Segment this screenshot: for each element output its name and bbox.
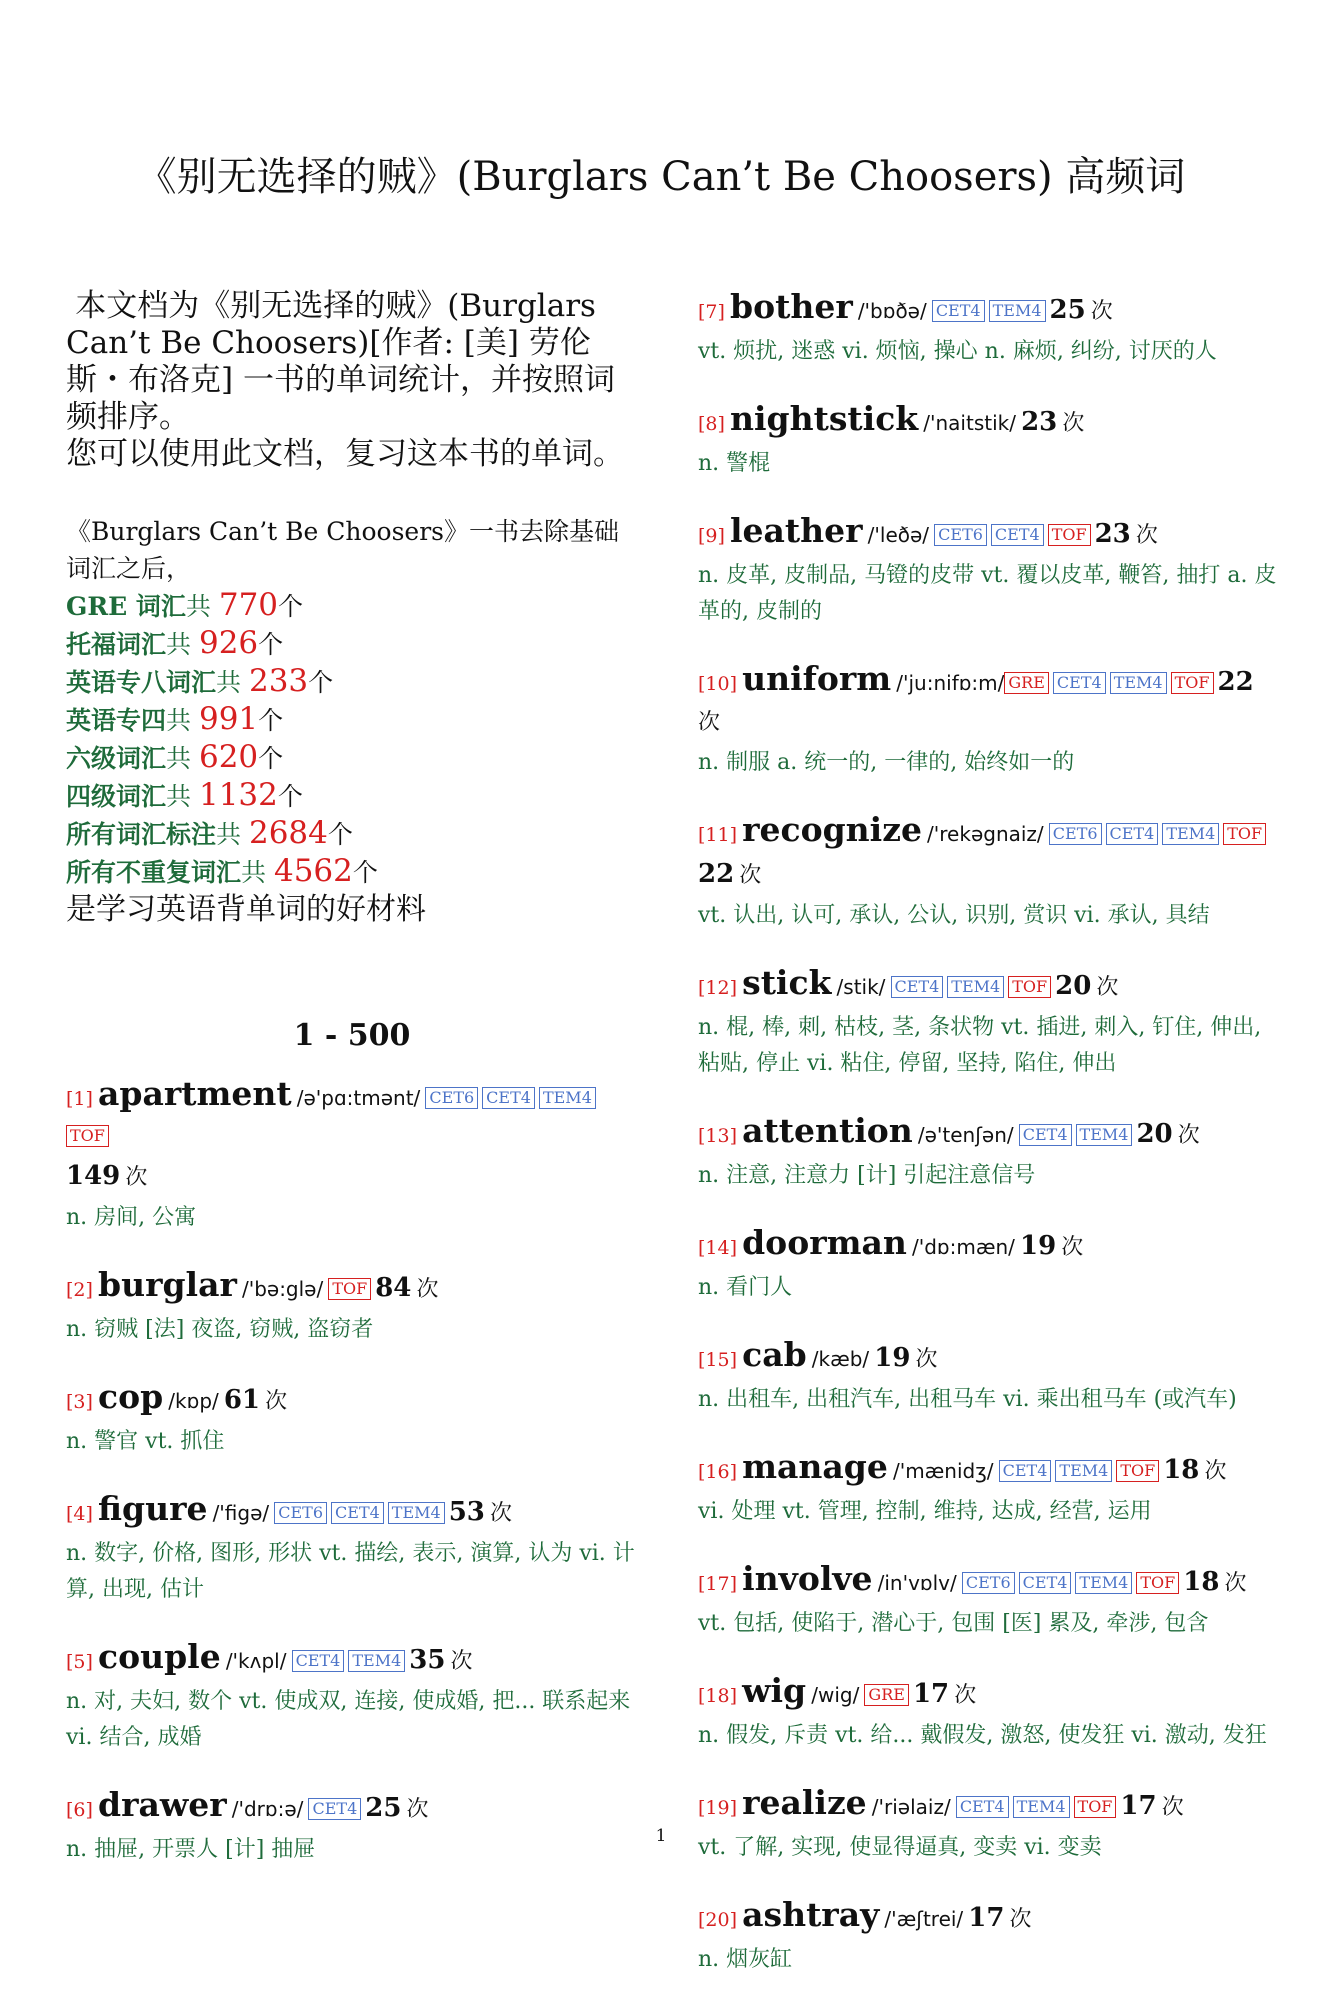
word-entry [66,1490,638,1608]
entry-count: 61 [223,1385,261,1415]
entry-count-unit: 次 [416,1277,439,1302]
entry-word: cab [742,1335,807,1374]
entry-index: [8] [698,413,725,435]
entry-head [66,1266,638,1310]
entry-head [66,1378,638,1422]
entry-head [698,1336,1278,1380]
tag-cet6: CET6 [962,1572,1015,1594]
stat-number: 620 [198,739,259,775]
entry-count: 25 [1049,295,1086,325]
tag-tem4: TEM4 [1055,1460,1112,1482]
stat-unit: 个 [258,630,284,659]
entry-count: 17 [912,1679,950,1709]
entry-index: [7] [698,301,725,323]
entry-word: bother [730,287,853,326]
entry-definition: vt. 烦扰, 迷惑 vi. 烦恼, 操心 n. 麻烦, 纠纷, 讨厌的人 [698,339,1217,364]
word-entry [698,1336,1278,1418]
entry-count-unit: 次 [1177,1123,1200,1148]
entry-word: uniform [742,659,892,698]
tag-cet4: CET4 [1019,1572,1072,1594]
entry-definition: vt. 了解, 实现, 使显得逼真, 变卖 vi. 变卖 [698,1835,1102,1860]
entry-word: wig [742,1671,807,1710]
stat-mid: 共 [216,668,249,697]
entry-count: 84 [375,1273,412,1303]
entry-definition: n. 警官 vt. 抓住 [66,1429,225,1454]
entry-word: drawer [98,1785,227,1824]
tag-tem4: TEM4 [1075,1572,1132,1594]
stat-row-cet4 [66,777,638,815]
entry-count-unit: 次 [698,710,721,735]
stat-label: 英语专八词汇 [66,668,217,697]
entry-index: [20] [698,1909,738,1931]
stat-number: 926 [198,625,259,661]
tag-cet4: CET4 [891,976,944,998]
word-entry [698,811,1278,934]
entry-index: [9] [698,525,725,547]
entry-index: [15] [698,1349,738,1371]
entry-head [698,1560,1278,1604]
tag-cet6: CET6 [1049,823,1102,845]
entry-ipa: /'kʌpl/ [225,1649,287,1673]
entry-count-unit: 次 [1061,1235,1084,1260]
word-entry [698,1112,1278,1194]
entry-count: 23 [1021,407,1058,437]
entry-ipa: /kɒp/ [168,1389,219,1413]
stat-label: 所有不重复词汇 [66,858,242,887]
entry-head [698,512,1278,556]
stat-unit: 个 [327,820,353,849]
entry-head [698,288,1278,332]
entry-word: cop [98,1377,164,1416]
entry-index: [2] [66,1279,93,1301]
stat-unit: 个 [352,858,378,887]
entry-word: involve [742,1559,873,1598]
stat-number: 991 [198,701,259,737]
stat-label: GRE 词汇 [66,592,186,621]
stat-row-cet6 [66,739,638,777]
tag-tof: TOF [1136,1572,1179,1594]
entry-count: 23 [1094,519,1131,549]
stat-unit: 个 [308,668,334,697]
entry-definition: n. 窃贼 [法] 夜盗, 窃贼, 盗窃者 [66,1317,374,1342]
entry-definition: n. 抽屉, 开票人 [计] 抽屉 [66,1837,316,1862]
stat-label: 所有词汇标注 [66,820,217,849]
stat-mid: 共 [216,820,249,849]
entry-index: [5] [66,1651,93,1673]
entry-word: leather [730,511,863,550]
entry-ipa: /'figə/ [212,1501,270,1525]
entry-definition: n. 看门人 [698,1275,793,1300]
tag-tof: TOF [1171,672,1214,694]
entry-word: nightstick [730,399,919,438]
entry-count: 20 [1055,971,1092,1001]
entry-ipa: /'bɒðə/ [857,299,927,323]
entry-head [698,1112,1278,1156]
entry-word: figure [98,1489,208,1528]
tag-cet6: CET6 [934,524,987,546]
stat-label: 四级词汇 [66,782,167,811]
right-column [698,288,1278,2008]
tag-tof: TOF [1223,823,1266,845]
word-entry [698,288,1278,370]
tag-tem4: TEM4 [388,1502,445,1524]
stats-lead: 《Burglars Can’t Be Choosers》一书去除基础词汇之后， [66,517,619,583]
entry-count-unit: 次 [1135,523,1158,548]
entry-count-unit: 次 [1009,1907,1032,1932]
left-column [66,288,638,1898]
entry-index: [19] [698,1797,738,1819]
tag-tof: TOF [66,1125,109,1147]
entry-head [698,660,1278,743]
entry-ipa: /stik/ [836,975,886,999]
entry-ipa: /'riəlaiz/ [871,1795,951,1819]
stat-mid: 共 [185,592,219,621]
tag-cet4: CET4 [956,1796,1009,1818]
entry-count-unit: 次 [406,1797,429,1822]
intro-paragraph-1: 本文档为《别无选择的贼》(Burglars Can’t Be Choosers)[作者: [美] 劳伦斯・布洛克] 一书的单词统计，并按照词频排序。 [66,288,615,435]
stat-label: 六级词汇 [66,744,167,773]
tag-tem4: TEM4 [989,300,1046,322]
entry-definition: n. 皮革, 皮制品, 马镫的皮带 vt. 覆以皮革, 鞭笞, 抽打 a. 皮革的, 皮制的 [698,563,1277,624]
entry-definition: n. 房间, 公寓 [66,1205,197,1230]
entry-count-unit: 次 [915,1347,938,1372]
stat-unit: 个 [278,592,304,621]
stat-mid: 共 [241,858,274,887]
tag-tem4: TEM4 [1162,823,1219,845]
entry-index: [4] [66,1503,93,1525]
tag-cet6: CET6 [274,1502,327,1524]
stat-mid: 共 [166,782,199,811]
entry-count: 25 [365,1793,402,1823]
tag-cet4: CET4 [482,1087,535,1109]
entry-index: [3] [66,1391,93,1413]
entry-count: 20 [1136,1119,1173,1149]
entry-definition: n. 数字, 价格, 图形, 形状 vt. 描绘, 表示, 演算, 认为 vi. 计算, 出现, 估计 [66,1541,635,1602]
entry-word: realize [742,1783,867,1822]
tag-cet4: CET4 [292,1650,345,1672]
entry-definition: vt. 认出, 认可, 承认, 公认, 识别, 赏识 vi. 承认, 具结 [698,903,1210,928]
entry-definition: vt. 包括, 使陷于, 潜心于, 包围 [医] 累及, 牵涉, 包含 [698,1611,1209,1636]
stats-outro: 是学习英语背单词的好材料 [66,892,426,927]
entry-count-unit: 次 [739,863,762,888]
entry-ipa: /'dɒ:mæn/ [911,1235,1015,1259]
tag-tof: TOF [1074,1796,1117,1818]
word-entry [698,400,1278,482]
stat-mid: 共 [166,744,199,773]
entry-count: 17 [968,1903,1005,1933]
tag-tem4: TEM4 [1110,672,1167,694]
entry-count: 18 [1183,1567,1220,1597]
word-entry [698,660,1278,781]
word-entry [66,1638,638,1756]
word-entry [66,1378,638,1460]
entry-definition: n. 棍, 棒, 刺, 枯枝, 茎, 条状物 vt. 插进, 刺入, 钉住, 伸出, 粘贴, 停止 vi. 粘住, 停留, 坚持, 陷住, 伸出 [698,1015,1262,1076]
tag-tof: TOF [1116,1460,1159,1482]
entry-ipa: /'drɒ:ə/ [231,1797,304,1821]
tag-cet4: CET4 [308,1798,361,1820]
tag-tem4: TEM4 [1076,1124,1133,1146]
tag-cet4: CET4 [1106,823,1159,845]
word-entry [698,1448,1278,1530]
entry-count: 22 [698,859,735,889]
entry-index: [12] [698,977,738,999]
entry-word: doorman [742,1223,907,1262]
word-entry [698,1896,1278,1978]
entry-head [698,964,1278,1008]
entry-word: recognize [742,810,922,849]
stat-label: 英语专四 [66,706,167,735]
entry-ipa: /wig/ [811,1683,860,1707]
entry-word: ashtray [742,1895,880,1934]
entry-count: 19 [1019,1231,1057,1261]
entry-count-unit: 次 [1096,975,1119,1000]
entry-ipa: /'ju:nifɒ:m/ [896,671,1005,695]
tag-cet4: CET4 [331,1502,384,1524]
entry-ipa: /ə'pɑ:tmənt/ [296,1086,421,1110]
entry-count-unit: 次 [265,1389,288,1414]
word-entry [698,1784,1278,1866]
tag-cet6: CET6 [425,1087,478,1109]
vocab-stats [66,513,638,928]
stat-unit: 个 [258,744,284,773]
intro-block [66,288,638,473]
entry-ipa: /'bə:glə/ [241,1277,324,1301]
entry-head [698,1784,1278,1828]
stat-mid: 共 [166,706,199,735]
stat-row-toefl [66,625,638,663]
word-entry [698,512,1278,630]
word-entry [698,1672,1278,1754]
tag-cet4: CET4 [1053,672,1106,694]
stat-number: 4562 [273,853,353,889]
stat-number: 770 [218,587,279,623]
entry-ipa: /kæb/ [811,1347,870,1371]
entry-definition: n. 注意, 注意力 [计] 引起注意信号 [698,1163,1036,1188]
intro-paragraph-2: 您可以使用此文档，复习这本书的单词。 [66,436,624,472]
word-entry [698,964,1278,1082]
range-heading: 1 - 500 [293,1018,411,1053]
tag-tem4: TEM4 [348,1650,405,1672]
word-entry [66,1266,638,1348]
stat-unit: 个 [258,706,284,735]
entry-index: [16] [698,1461,738,1483]
tag-tof: TOF [1048,524,1091,546]
entry-index: [17] [698,1573,738,1595]
entry-word: attention [742,1111,913,1150]
page-title: 《别无选择的贼》(Burglars Can’t Be Choosers) 高频词 [136,154,1186,200]
entry-ipa: /'naitstik/ [923,411,1016,435]
entry-ipa: /'mænidʒ/ [892,1459,994,1483]
tag-cet4: CET4 [991,524,1044,546]
stat-unit: 个 [277,782,303,811]
stat-mid: 共 [166,630,199,659]
entry-head [698,1224,1278,1268]
entry-count-unit: 次 [490,1501,513,1526]
stat-row-all-tagged [66,815,638,853]
entry-word: stick [742,963,832,1002]
tag-cet4: CET4 [932,300,985,322]
entry-head [698,1448,1278,1492]
entry-count: 17 [1120,1791,1157,1821]
stat-number: 233 [248,663,309,699]
entry-word: apartment [98,1074,292,1113]
stat-row-tem4 [66,701,638,739]
tag-tem4: TEM4 [1013,1796,1070,1818]
tag-cet4: CET4 [1019,1124,1072,1146]
entry-definition: n. 制服 a. 统一的, 一律的, 始终如一的 [698,750,1075,775]
entry-index: [13] [698,1125,738,1147]
tag-tem4: TEM4 [539,1087,596,1109]
entry-definition: n. 假发, 斥责 vt. 给... 戴假发, 激怒, 使发狂 vi. 激动, 发狂 [698,1723,1267,1748]
entry-ipa: /'leðə/ [867,523,930,547]
entry-head [698,811,1278,896]
entry-word: couple [98,1637,221,1676]
entry-count-unit: 次 [450,1649,473,1674]
entry-count-unit: 次 [1161,1795,1184,1820]
page-number: 1 [655,1826,667,1846]
entry-index: [10] [698,673,738,695]
entry-index: [6] [66,1799,93,1821]
entry-head [66,1786,638,1830]
entry-count: 19 [874,1343,911,1373]
entry-ipa: /in'vɒlv/ [877,1571,957,1595]
entry-definition: vi. 处理 vt. 管理, 控制, 维持, 达成, 经营, 运用 [698,1499,1152,1524]
entry-count-unit: 次 [954,1683,977,1708]
entry-count-unit: 次 [1224,1571,1247,1596]
tag-tof: TOF [1008,976,1051,998]
stat-number: 2684 [248,815,328,851]
entry-ipa: /'æʃtrei/ [884,1907,964,1931]
entry-head [698,1896,1278,1940]
entry-head [66,1075,638,1198]
entry-head [66,1638,638,1682]
entry-definition: n. 烟灰缸 [698,1947,793,1972]
tag-gre: GRE [1004,672,1049,694]
entry-word: manage [742,1447,888,1486]
stat-label: 托福词汇 [66,630,167,659]
tag-cet4: CET4 [999,1460,1052,1482]
entry-index: [14] [698,1237,738,1259]
word-entry [66,1075,638,1236]
entry-index: [11] [698,824,738,846]
entry-ipa: /ə'tenʃən/ [917,1123,1014,1147]
entry-word: burglar [98,1265,237,1304]
entry-ipa: /'rekəgnaiz/ [927,822,1044,846]
entry-index: [18] [698,1685,738,1707]
stat-number: 1132 [198,777,278,813]
tag-gre: GRE [864,1684,909,1706]
entry-head [698,1672,1278,1716]
entry-head [66,1490,638,1534]
stat-row-tem8 [66,663,638,701]
entry-index: [1] [66,1088,93,1110]
tag-tem4: TEM4 [947,976,1004,998]
entry-count-unit: 次 [125,1165,148,1190]
entry-count-unit: 次 [1062,411,1085,436]
stat-row-unique [66,853,638,891]
word-entry [698,1224,1278,1306]
entry-count-unit: 次 [1204,1459,1227,1484]
entry-count: 18 [1163,1455,1200,1485]
entry-count-unit: 次 [1090,299,1113,324]
entry-count: 53 [448,1497,485,1527]
entry-definition: n. 对, 夫妇, 数个 vt. 使成双, 连接, 使成婚, 把... 联系起来 vi. 结合, 成婚 [66,1689,631,1750]
word-entry [698,1560,1278,1642]
tag-tof: TOF [328,1278,371,1300]
entry-definition: n. 出租车, 出租汽车, 出租马车 vi. 乘出租马车 (或汽车) [698,1387,1237,1412]
entry-head [698,400,1278,444]
stat-row-gre [66,587,638,625]
entry-definition: n. 警棍 [698,451,771,476]
entry-count: 22 [1217,667,1254,697]
entry-count: 35 [409,1645,446,1675]
entry-count: 149 [66,1161,121,1191]
